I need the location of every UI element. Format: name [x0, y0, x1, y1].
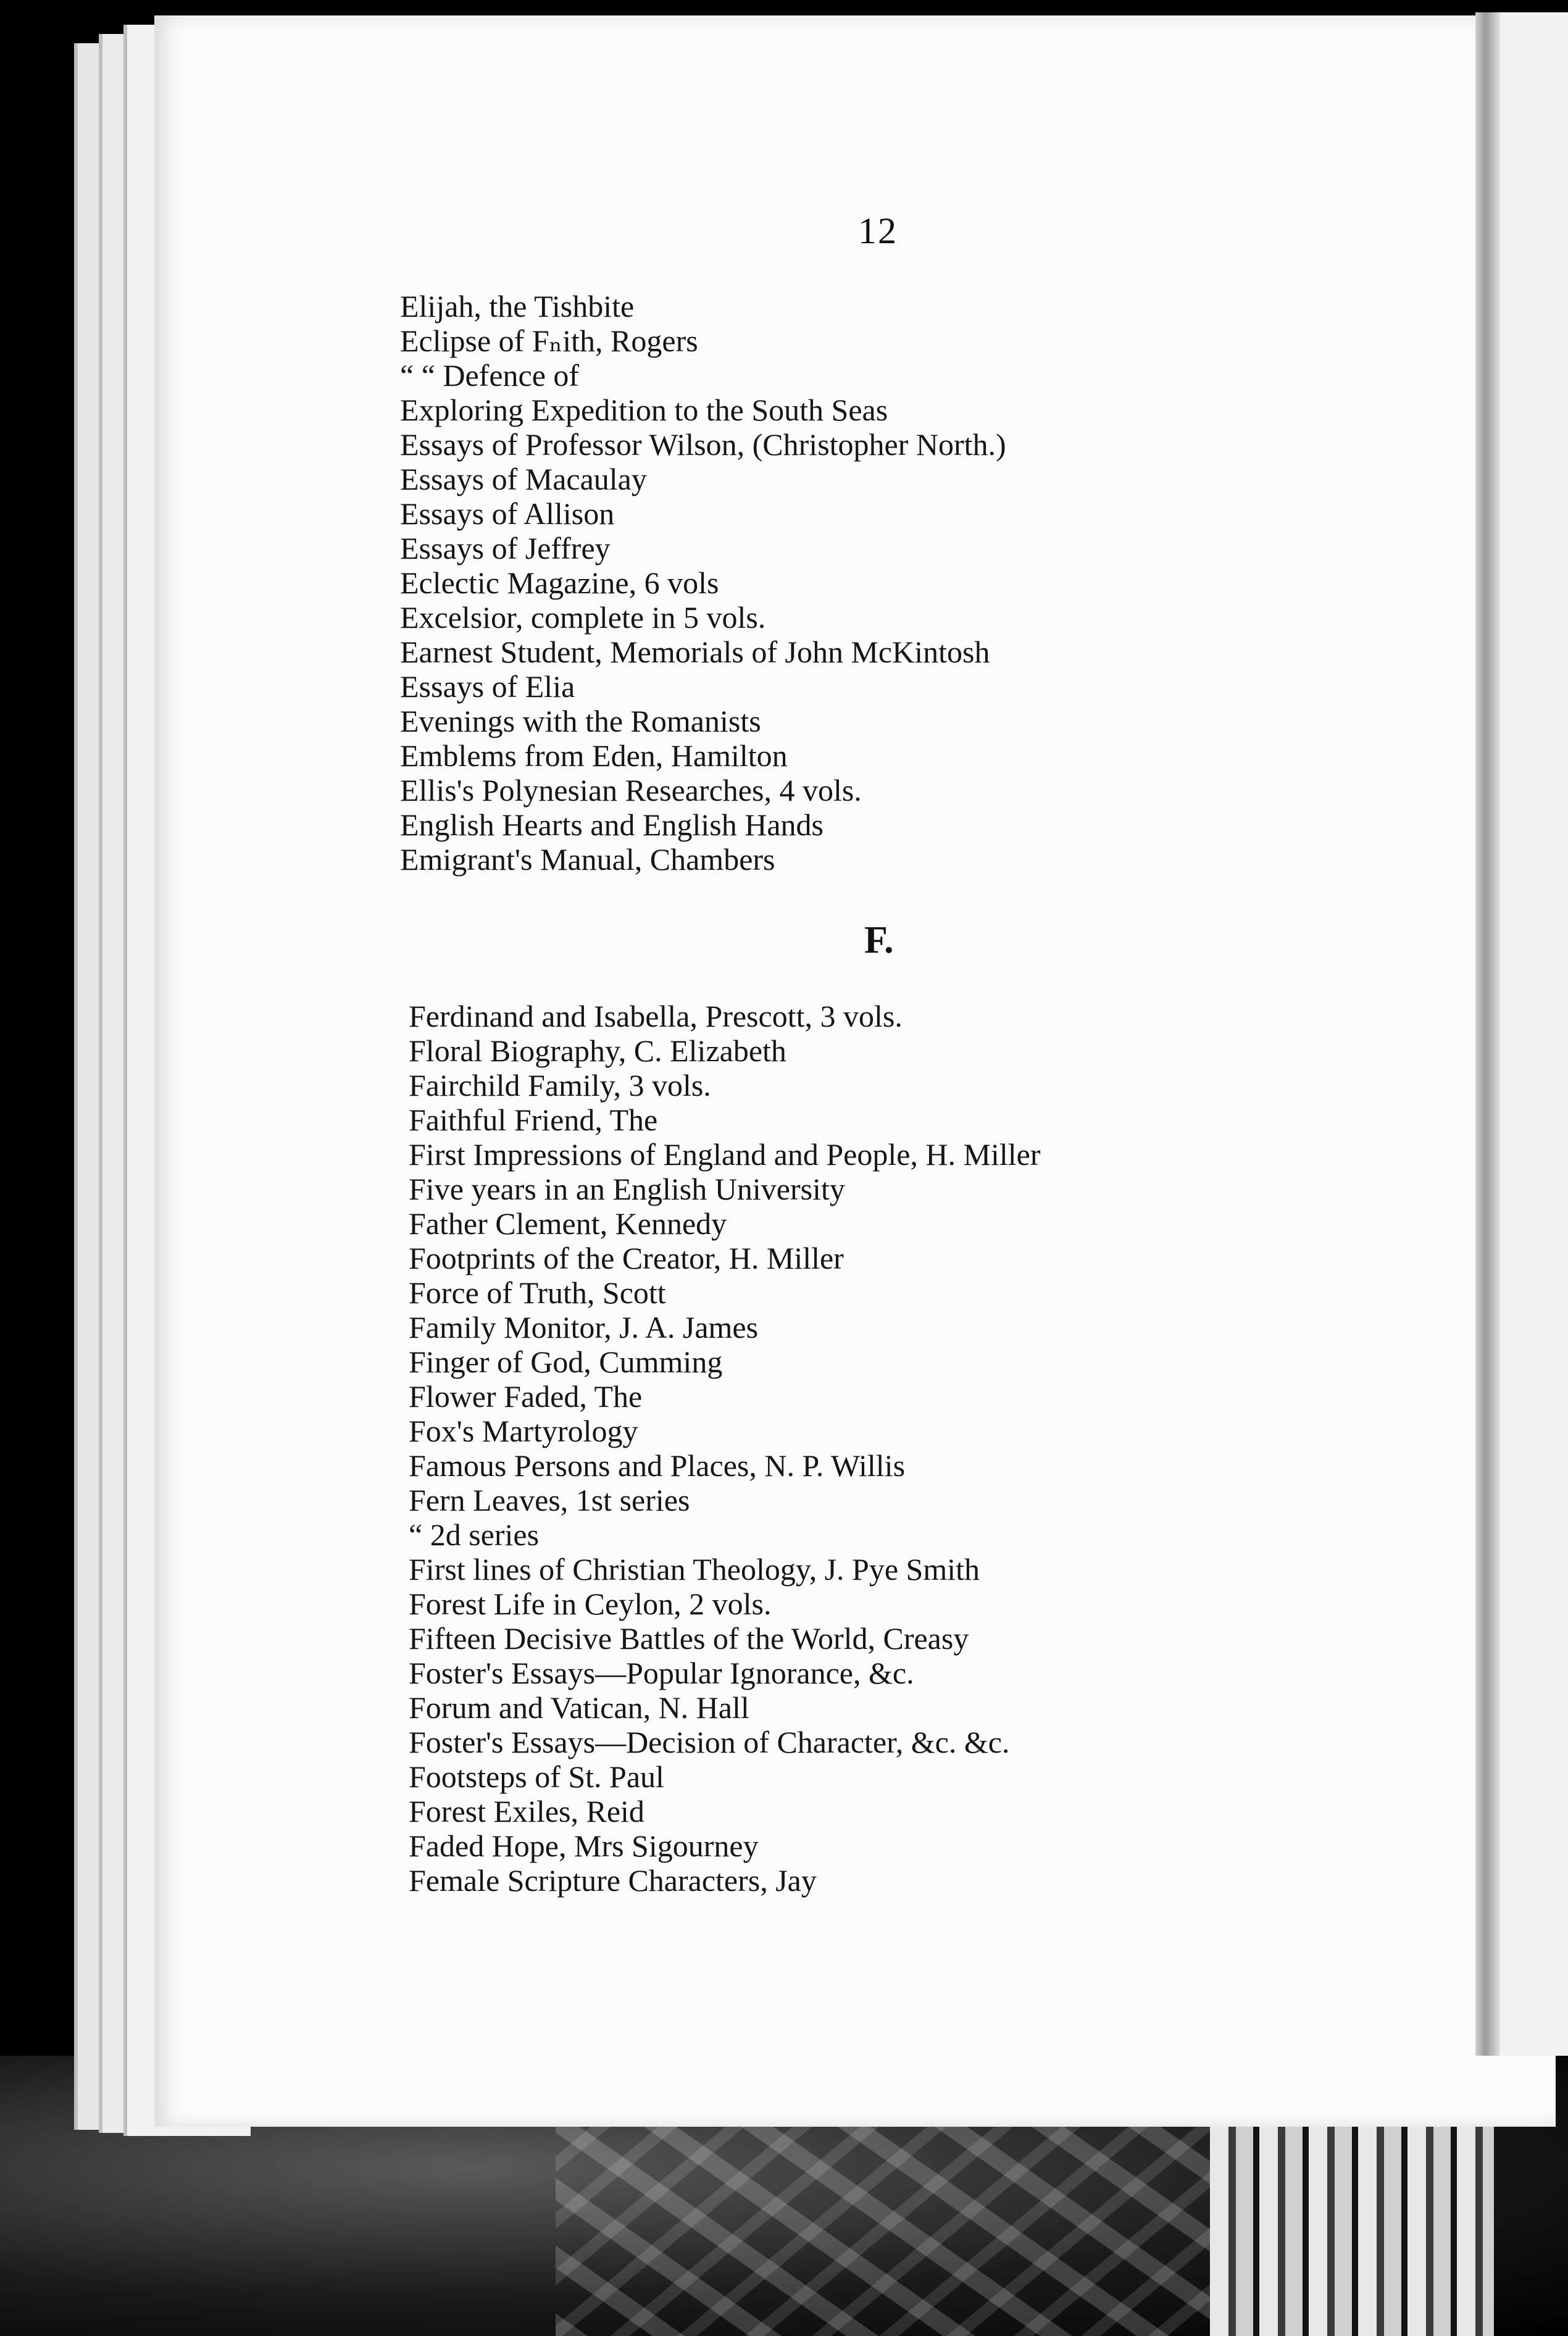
- book-entry: Ellis's Polynesian Researches, 4 vols.: [400, 773, 862, 807]
- section-heading-f: F.: [864, 919, 894, 961]
- book-entry: First Impressions of England and People, H. Miller: [409, 1137, 1041, 1172]
- book-entry: English Hearts and English Hands: [400, 807, 824, 842]
- book-entry: Emblems from Eden, Hamilton: [400, 738, 788, 773]
- book-entry: Forest Exiles, Reid: [409, 1794, 644, 1829]
- book-entry: Forest Life in Ceylon, 2 vols.: [409, 1587, 772, 1621]
- book-entry: Faded Hope, Mrs Sigourney: [409, 1829, 759, 1863]
- book-entry: Footsteps of St. Paul: [409, 1759, 664, 1794]
- book-entry: “ “ Defence of: [400, 358, 580, 393]
- e-entries-list: [400, 289, 1511, 877]
- book-entry: Essays of Macaulay: [400, 462, 647, 496]
- book-entry: Earnest Student, Memorials of John McKintosh: [400, 635, 990, 669]
- book-entry: Essays of Professor Wilson, (Christopher North.): [400, 427, 1006, 462]
- book-entry: Father Clement, Kennedy: [409, 1206, 727, 1241]
- page-number: 12: [858, 211, 898, 251]
- book-entry: Elijah, the Tishbite: [400, 289, 635, 323]
- book-entry: Fern Leaves, 1st series: [409, 1483, 690, 1517]
- book-entry: Flower Faded, The: [409, 1379, 643, 1414]
- f-entries-list: [409, 999, 1520, 1898]
- book-entry: Eclectic Magazine, 6 vols: [400, 565, 719, 600]
- book-entry: Fifteen Decisive Battles of the World, Creasy: [409, 1621, 969, 1656]
- book-entry: Exploring Expedition to the South Seas: [400, 393, 888, 427]
- book-entry: Finger of God, Cumming: [409, 1345, 723, 1379]
- book-entry: Footprints of the Creator, H. Miller: [409, 1241, 844, 1275]
- book-entry: Eclipse of Fₙith, Rogers: [400, 323, 698, 358]
- book-entry: Family Monitor, J. A. James: [409, 1310, 759, 1345]
- book-entry: Fairchild Family, 3 vols.: [409, 1068, 711, 1103]
- book-entry: Essays of Elia: [400, 669, 575, 704]
- book-entry: Forum and Vatican, N. Hall: [409, 1690, 749, 1725]
- book-entry: Five years in an English University: [409, 1172, 845, 1206]
- book-entry: Force of Truth, Scott: [409, 1275, 666, 1310]
- book-entry: First lines of Christian Theology, J. Pye Smith: [409, 1552, 980, 1587]
- book-entry: Emigrant's Manual, Chambers: [400, 842, 775, 877]
- book-entry: Essays of Allison: [400, 496, 615, 531]
- book-entry: Female Scripture Characters, Jay: [409, 1863, 817, 1898]
- book-entry: Excelsior, complete in 5 vols.: [400, 600, 766, 635]
- book-entry: Floral Biography, C. Elizabeth: [409, 1033, 786, 1068]
- book-entry: Fox's Martyrology: [409, 1414, 638, 1448]
- book-entry: “ 2d series: [409, 1517, 540, 1552]
- book-entry: Ferdinand and Isabella, Prescott, 3 vols.: [409, 999, 903, 1033]
- book-entry: Famous Persons and Places, N. P. Willis: [409, 1448, 906, 1483]
- book-entry: Foster's Essays—Popular Ignorance, &c.: [409, 1656, 914, 1690]
- book-entry: Foster's Essays—Decision of Character, &c. &c.: [409, 1725, 1010, 1759]
- book-entry: Evenings with the Romanists: [400, 704, 761, 738]
- book-entry: Essays of Jeffrey: [400, 531, 611, 565]
- book-entry: Faithful Friend, The: [409, 1103, 658, 1137]
